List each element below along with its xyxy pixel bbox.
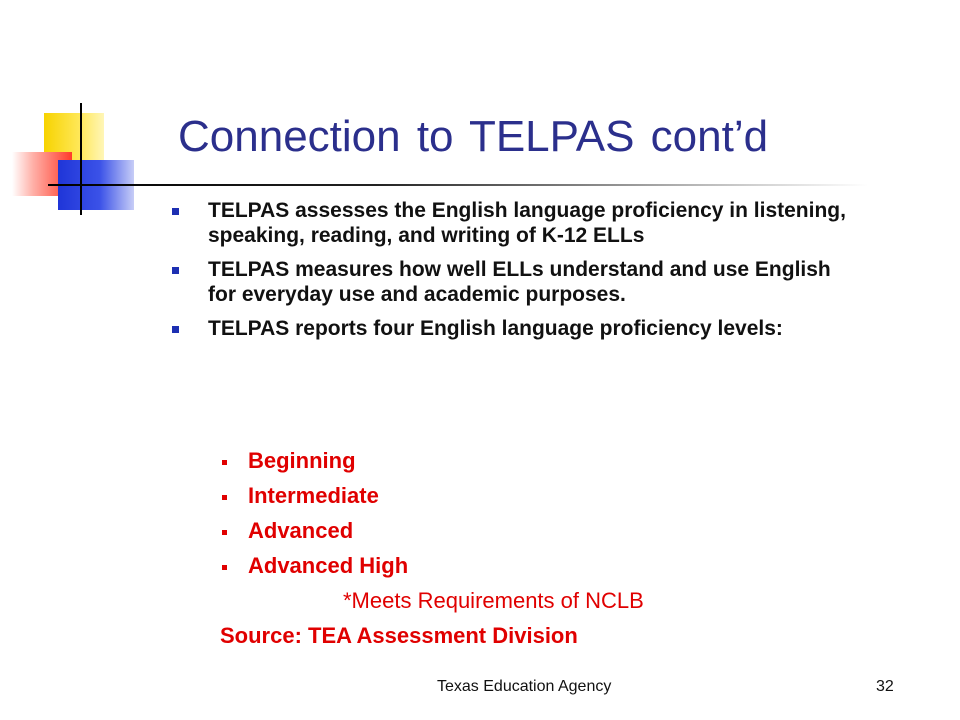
square-bullet-icon — [172, 208, 179, 215]
page-number: 32 — [876, 678, 894, 695]
level-item-advanced — [220, 518, 408, 553]
proficiency-levels-list — [220, 448, 408, 588]
level-label: Advanced High — [248, 553, 409, 578]
square-bullet-icon — [172, 267, 179, 274]
level-label: Advanced — [248, 518, 354, 543]
bullet-text: TELPAS reports four English language proficiency levels: — [208, 317, 783, 340]
small-square-bullet-icon — [222, 530, 227, 535]
level-item-advanced-high — [220, 553, 408, 588]
slide-title: Connection to TELPAS cont’d — [178, 112, 769, 161]
bullet-item — [172, 257, 852, 307]
bullet-text: TELPAS measures how well ELLs understand and use English for everyday use and academic purposes. — [208, 258, 831, 306]
level-label: Beginning — [248, 448, 356, 473]
bullet-text: TELPAS assesses the English language proficiency in listening, speaking, reading, and writing of K-12 ELLs — [208, 199, 846, 247]
footer-agency: Texas Education Agency — [437, 678, 612, 695]
small-square-bullet-icon — [222, 495, 227, 500]
bullet-item — [172, 198, 852, 248]
nclb-note: *Meets Requirements of NCLB — [343, 588, 644, 613]
bullet-item — [172, 316, 852, 341]
logo-vertical-line — [80, 103, 82, 215]
title-underline — [48, 184, 868, 186]
level-item-intermediate — [220, 483, 408, 518]
level-label: Intermediate — [248, 483, 379, 508]
bullet-list — [172, 198, 852, 350]
square-bullet-icon — [172, 326, 179, 333]
small-square-bullet-icon — [222, 565, 227, 570]
small-square-bullet-icon — [222, 460, 227, 465]
source-line: Source: TEA Assessment Division — [220, 623, 578, 648]
level-item-beginning — [220, 448, 408, 483]
